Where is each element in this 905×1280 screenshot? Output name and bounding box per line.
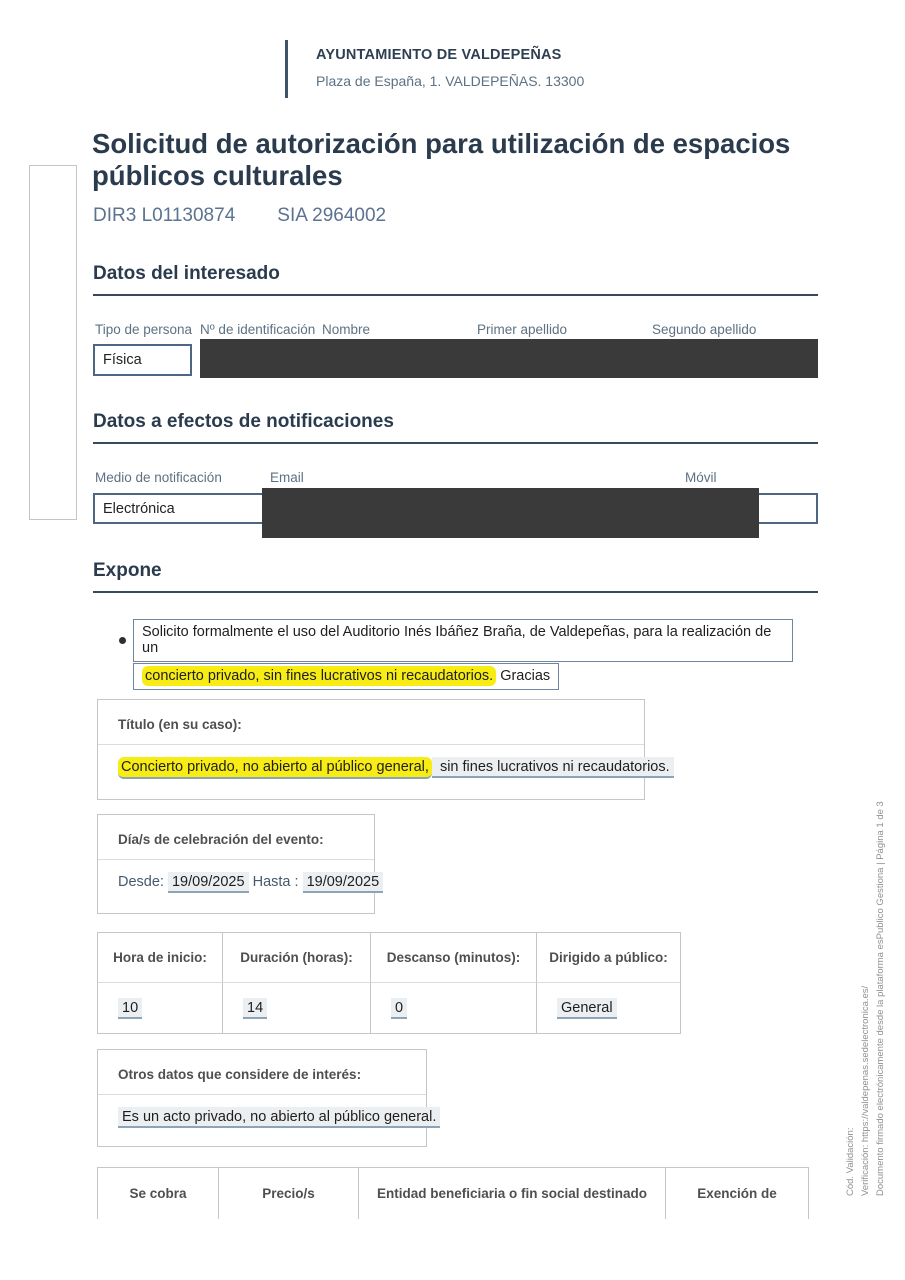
letterhead-divider <box>285 40 288 98</box>
desde-date-field[interactable]: 19/09/2025 <box>168 872 249 893</box>
organization-name: AYUNTAMIENTO DE VALDEPEÑAS <box>316 47 562 63</box>
organization-address: Plaza de España, 1. VALDEPEÑAS. 13300 <box>316 73 585 89</box>
dir3-code: DIR3 L01130874 <box>93 205 236 226</box>
validation-margin-note <box>843 784 891 1196</box>
label-primer-apellido: Primer apellido <box>477 322 568 337</box>
col-header-duracion: Duración (horas): <box>223 933 371 983</box>
otros-datos-box <box>97 1049 437 1147</box>
hora-inicio-field[interactable]: 10 <box>118 998 142 1019</box>
descanso-field[interactable]: 0 <box>391 998 407 1019</box>
validation-code-box <box>29 165 77 520</box>
col-header-publico: Dirigido a público: <box>537 933 680 983</box>
otros-datos-cell <box>98 1095 437 1139</box>
signature-platform-line: Documento firmado electrónicamente desde la plataforma esPublico Gestiona | Página 1 de 3 <box>875 801 886 1196</box>
desde-label: Desde: <box>118 874 164 890</box>
section-rule <box>93 442 818 444</box>
titulo-value-plain: sin fines lucrativos ni recaudatorios. <box>432 757 674 778</box>
label-nombre: Nombre <box>322 322 371 337</box>
label-medio-notificacion: Medio de notificación <box>95 470 222 485</box>
publico-field[interactable]: General <box>557 998 617 1019</box>
section-heading-expone: Expone <box>93 560 162 581</box>
statement-line-2 <box>133 663 559 690</box>
label-num-identificacion: Nº de identificación <box>200 322 316 337</box>
col-header-descanso: Descanso (minutos): <box>371 933 537 983</box>
titulo-value-field[interactable] <box>98 745 670 789</box>
validation-code-line: Cód. Validación: <box>845 1127 856 1196</box>
notificaciones-field-labels <box>93 470 823 488</box>
medio-notificacion-field[interactable]: Electrónica <box>93 493 818 524</box>
hasta-date-field[interactable]: 19/09/2025 <box>303 872 384 893</box>
duracion-cell <box>223 983 371 1033</box>
col-header-entidad: Entidad beneficiaria o fin social destinado <box>359 1168 666 1219</box>
otros-datos-label: Otros datos que considere de interés: <box>118 1067 362 1082</box>
label-tipo-persona: Tipo de persona <box>95 322 193 337</box>
publico-cell <box>537 983 680 1033</box>
cobro-table <box>97 1167 809 1219</box>
col-header-se-cobra: Se cobra <box>98 1168 219 1219</box>
redacted-contact-data <box>262 488 759 538</box>
sia-code: SIA 2964002 <box>277 205 387 226</box>
label-segundo-apellido: Segundo apellido <box>652 322 757 337</box>
page-title: Solicitud de autorización para utilización de espacios públicos culturales <box>92 128 791 191</box>
titulo-label: Título (en su caso): <box>118 717 242 732</box>
horario-table <box>97 932 681 1034</box>
dias-value-row <box>98 860 380 904</box>
document-codes <box>93 205 386 227</box>
otros-datos-field[interactable]: Es un acto privado, no abierto al público general. <box>118 1107 440 1128</box>
section-rule <box>93 591 818 593</box>
section-heading-interesado: Datos del interesado <box>93 263 280 284</box>
verification-url-line: Verificación: https://valdepenas.sedelectronica.es/ <box>860 985 871 1196</box>
descanso-cell <box>371 983 537 1033</box>
hasta-label: Hasta : <box>252 874 299 890</box>
col-header-precios: Precio/s <box>219 1168 359 1219</box>
col-header-exencion: Exención de <box>697 1186 777 1201</box>
expone-statement-field[interactable] <box>133 619 793 691</box>
statement-line-1: Solicito formalmente el uso del Auditorio Inés Ibáñez Braña, de Valdepeñas, para la realización de un <box>133 619 793 662</box>
col-header-hora-inicio: Hora de inicio: <box>98 933 223 983</box>
redacted-personal-data <box>200 339 818 378</box>
label-movil: Móvil <box>685 470 717 485</box>
interesado-field-labels <box>93 322 823 340</box>
dias-label: Día/s de celebración del evento: <box>118 832 324 847</box>
statement-tail: Gracias <box>496 668 551 684</box>
tipo-persona-field[interactable]: Física <box>93 344 192 376</box>
label-email: Email <box>270 470 304 485</box>
bullet-icon <box>119 637 126 644</box>
section-heading-notificaciones: Datos a efectos de notificaciones <box>93 411 394 432</box>
duracion-field[interactable]: 14 <box>243 998 267 1019</box>
titulo-value-highlight: Concierto privado, no abierto al público general, <box>118 757 432 779</box>
hora-inicio-cell <box>98 983 223 1033</box>
section-rule <box>93 294 818 296</box>
dias-celebracion-box <box>97 814 380 914</box>
statement-highlight: concierto privado, sin fines lucrativos ni recaudatorios. <box>142 666 496 686</box>
titulo-box <box>97 699 670 800</box>
